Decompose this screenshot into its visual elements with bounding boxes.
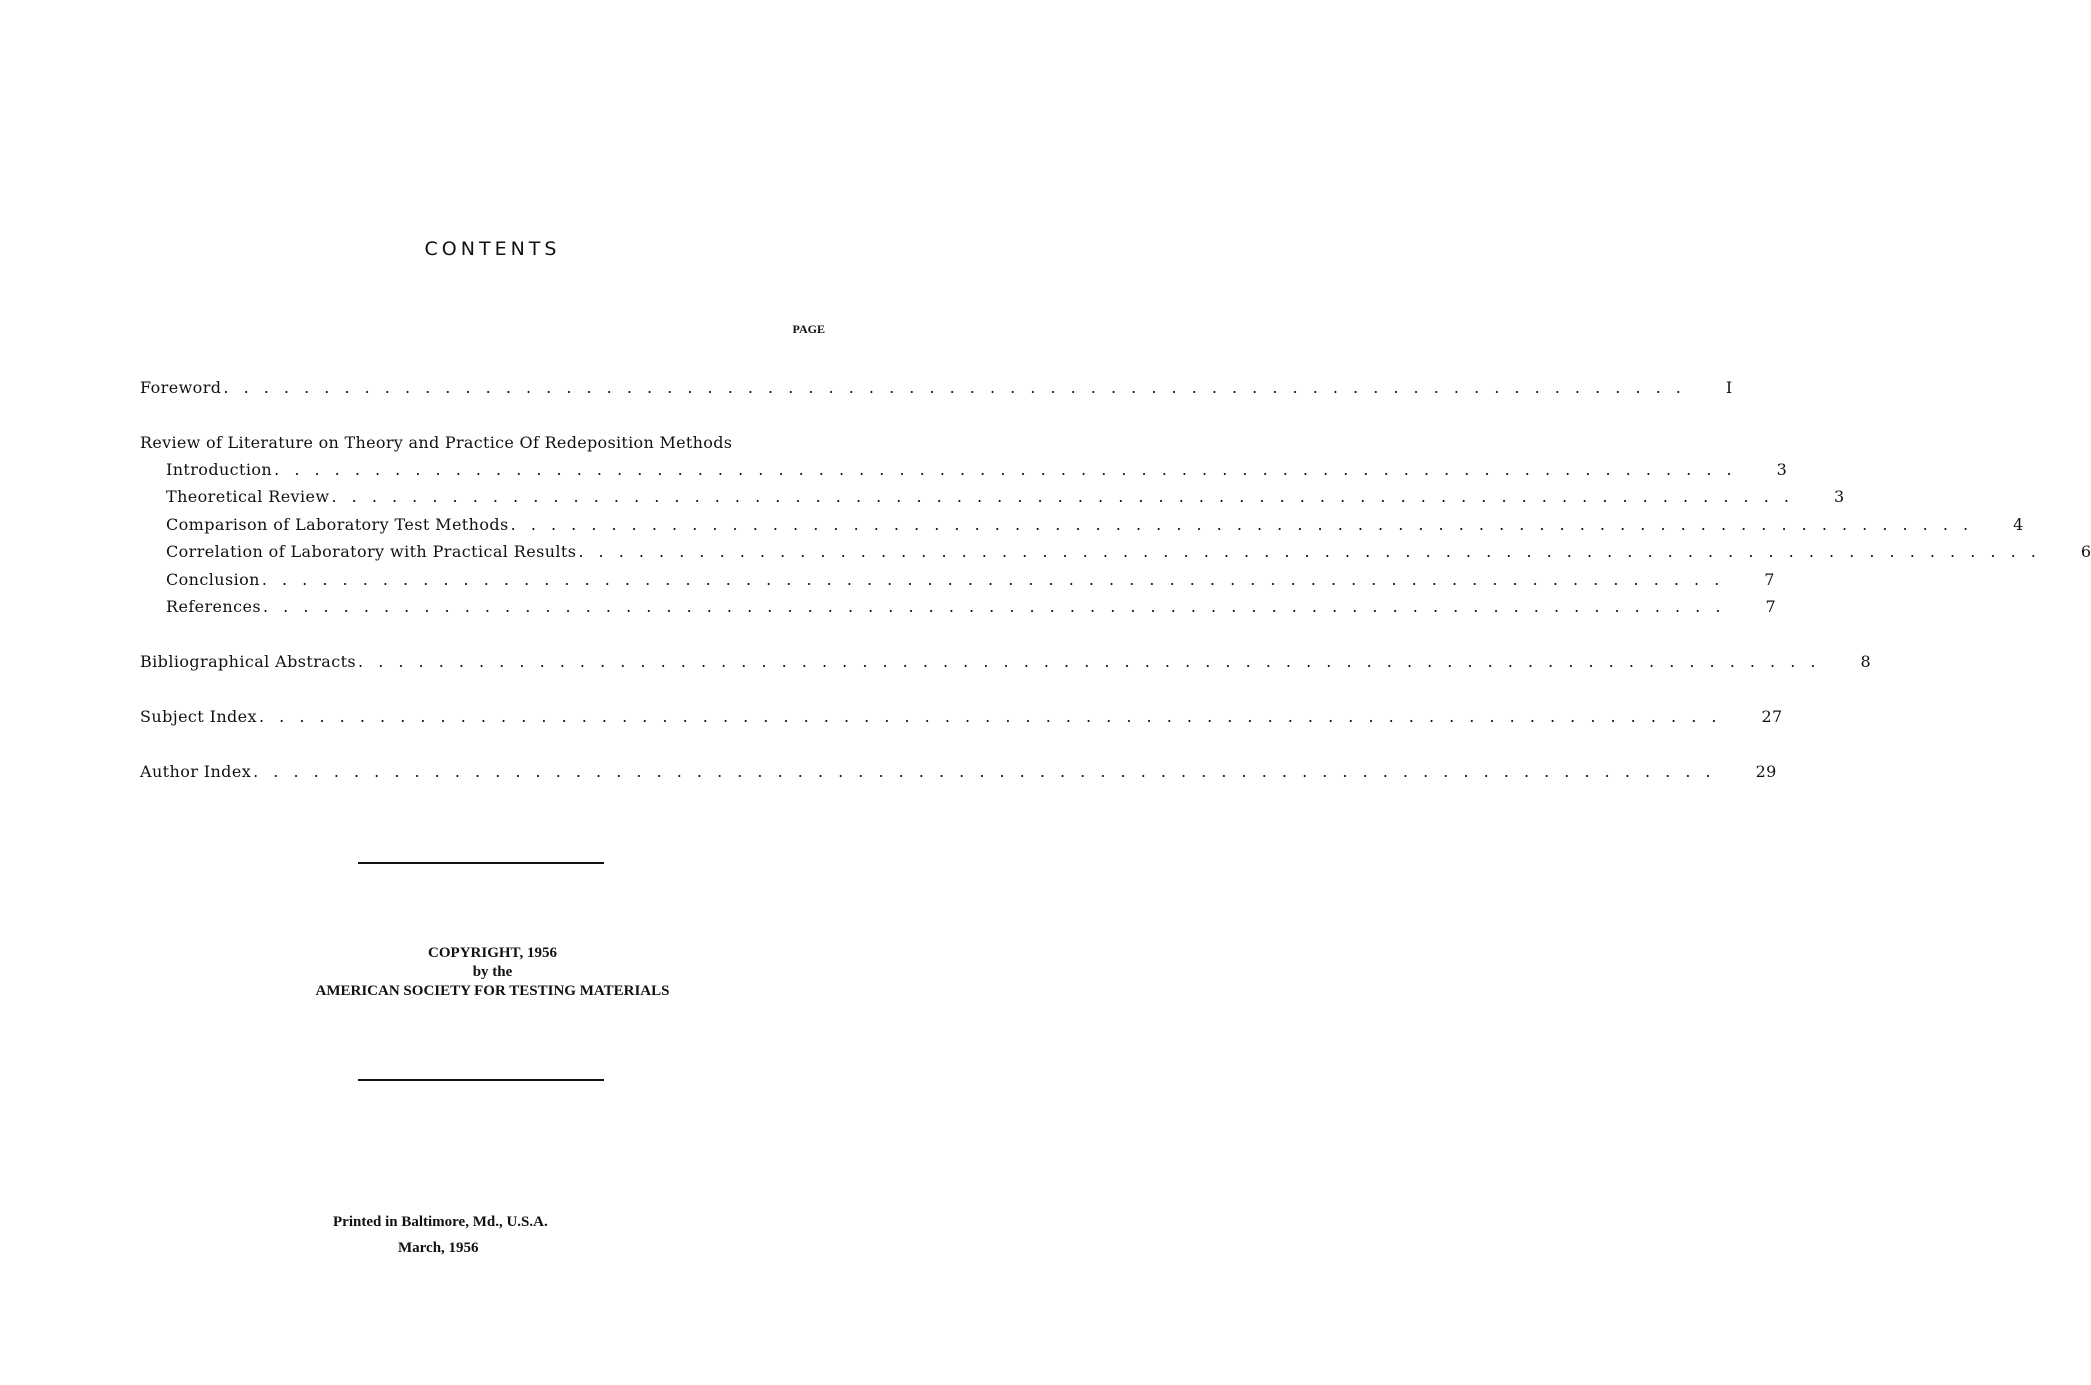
toc-entry-label: Author Index bbox=[140, 762, 252, 781]
toc-entry-page: 3 bbox=[1776, 460, 1788, 479]
dot-leader: . . . . . . . . . . . . . . . . . . . . . . . . . . . . . . . . . . . . . . . . . . . . . . . . . . . . . . . . . . . . . . . . . . . . . . . . . bbox=[262, 597, 1726, 616]
toc-entry-page: I bbox=[1725, 378, 1733, 397]
dot-leader: . . . . . . . . . . . . . . . . . . . . . . . . . . . . . . . . . . . . . . . . . . . . . . . . . . . . . . . . . . . . . . . . . . . . . . . . . bbox=[274, 460, 1737, 479]
toc-entry-label: Foreword bbox=[140, 378, 222, 397]
toc-entry-page: 3 bbox=[1833, 487, 1845, 506]
dot-leader: . . . . . . . . . . . . . . . . . . . . . . . . . . . . . . . . . . . . . . . . . . . . . . . . . . . . . . . . . . . . . . . . . . . . . . . . . bbox=[510, 515, 1974, 534]
toc-entry-label: Conclusion bbox=[166, 570, 260, 589]
printed-date: March, 1956 bbox=[398, 1240, 479, 1256]
toc-entry-subject-index[interactable] bbox=[140, 707, 1783, 731]
toc-entry-label: References bbox=[166, 597, 261, 616]
dot-leader: . . . . . . . . . . . . . . . . . . . . . . . . . . . . . . . . . . . . . . . . . . . . . . . . . . . . . . . . . . . . . . . . . . . . . . . . . bbox=[578, 542, 2041, 561]
toc-entry-label: Comparison of Laboratory Test Methods bbox=[166, 515, 509, 534]
copyright-by-line: by the bbox=[472, 964, 513, 980]
toc-entry-page: 7 bbox=[1765, 597, 1777, 616]
toc-entry-author-index[interactable] bbox=[140, 762, 1777, 786]
toc-entry-label: Correlation of Laboratory with Practical Results bbox=[166, 542, 577, 561]
toc-entry-label: Bibliographical Abstracts bbox=[140, 652, 357, 671]
divider-rule bbox=[358, 862, 604, 864]
toc-entry-references[interactable] bbox=[166, 597, 1777, 621]
copyright-owner: AMERICAN SOCIETY FOR TESTING MATERIALS bbox=[315, 983, 670, 999]
toc-entry-label: Introduction bbox=[166, 460, 273, 479]
contents-title: CONTENTS bbox=[424, 238, 561, 260]
toc-entry-introduction[interactable] bbox=[166, 460, 1788, 484]
dot-leader: . . . . . . . . . . . . . . . . . . . . . . . . . . . . . . . . . . . . . . . . . . . . . . . . . . . . . . . . . . . . . . . . . . . . . . . . . bbox=[261, 570, 1725, 589]
divider-rule bbox=[358, 1079, 604, 1081]
copyright-line: COPYRIGHT, 1956 bbox=[428, 945, 557, 961]
dot-leader: . . . . . . . . . . . . . . . . . . . . . . . . . . . . . . . . . . . . . . . . . . . . . . . . . . . . . . . . . . . . . . . . . . . . . . . . . bbox=[223, 378, 1686, 397]
toc-entry-bibliographical-abstracts[interactable] bbox=[140, 652, 1872, 676]
dot-leader: . . . . . . . . . . . . . . . . . . . . . . . . . . . . . . . . . . . . . . . . . . . . . . . . . . . . . . . . . . . . . . . . . . . . . . . . . bbox=[358, 652, 1821, 671]
toc-entry-conclusion[interactable] bbox=[166, 570, 1775, 594]
toc-section-heading-review: Review of Literature on Theory and Practice Of Redeposition Methods bbox=[140, 433, 733, 452]
toc-entry-page: 7 bbox=[1764, 570, 1775, 589]
toc-entry-page: 6 bbox=[2080, 542, 2091, 561]
toc-entry-correlation[interactable] bbox=[166, 542, 2091, 566]
dot-leader: . . . . . . . . . . . . . . . . . . . . . . . . . . . . . . . . . . . . . . . . . . . . . . . . . . . . . . . . . . . . . . . . . . . . . . . . . bbox=[331, 487, 1794, 506]
toc-entry-theoretical-review[interactable] bbox=[166, 487, 1845, 511]
dot-leader: . . . . . . . . . . . . . . . . . . . . . . . . . . . . . . . . . . . . . . . . . . . . . . . . . . . . . . . . . . . . . . . . . . . . . . . . . bbox=[258, 707, 1722, 726]
toc-entry-label: Theoretical Review bbox=[166, 487, 330, 506]
toc-entry-page: 8 bbox=[1860, 652, 1872, 671]
copyright-block bbox=[0, 944, 985, 1001]
toc-entry-label: Subject Index bbox=[140, 707, 257, 726]
toc-entry-foreword[interactable] bbox=[140, 378, 1733, 402]
toc-entry-comparison[interactable] bbox=[166, 515, 2024, 539]
toc-entry-page: 4 bbox=[2013, 515, 2024, 534]
page-column-label: PAGE bbox=[792, 322, 825, 336]
printed-place: Printed in Baltimore, Md., U.S.A. bbox=[333, 1214, 548, 1230]
dot-leader: . . . . . . . . . . . . . . . . . . . . . . . . . . . . . . . . . . . . . . . . . . . . . . . . . . . . . . . . . . . . . . . . . . . . . . . . . bbox=[253, 762, 1716, 781]
toc-entry-page: 27 bbox=[1761, 707, 1783, 726]
toc-entry-page: 29 bbox=[1755, 762, 1777, 781]
